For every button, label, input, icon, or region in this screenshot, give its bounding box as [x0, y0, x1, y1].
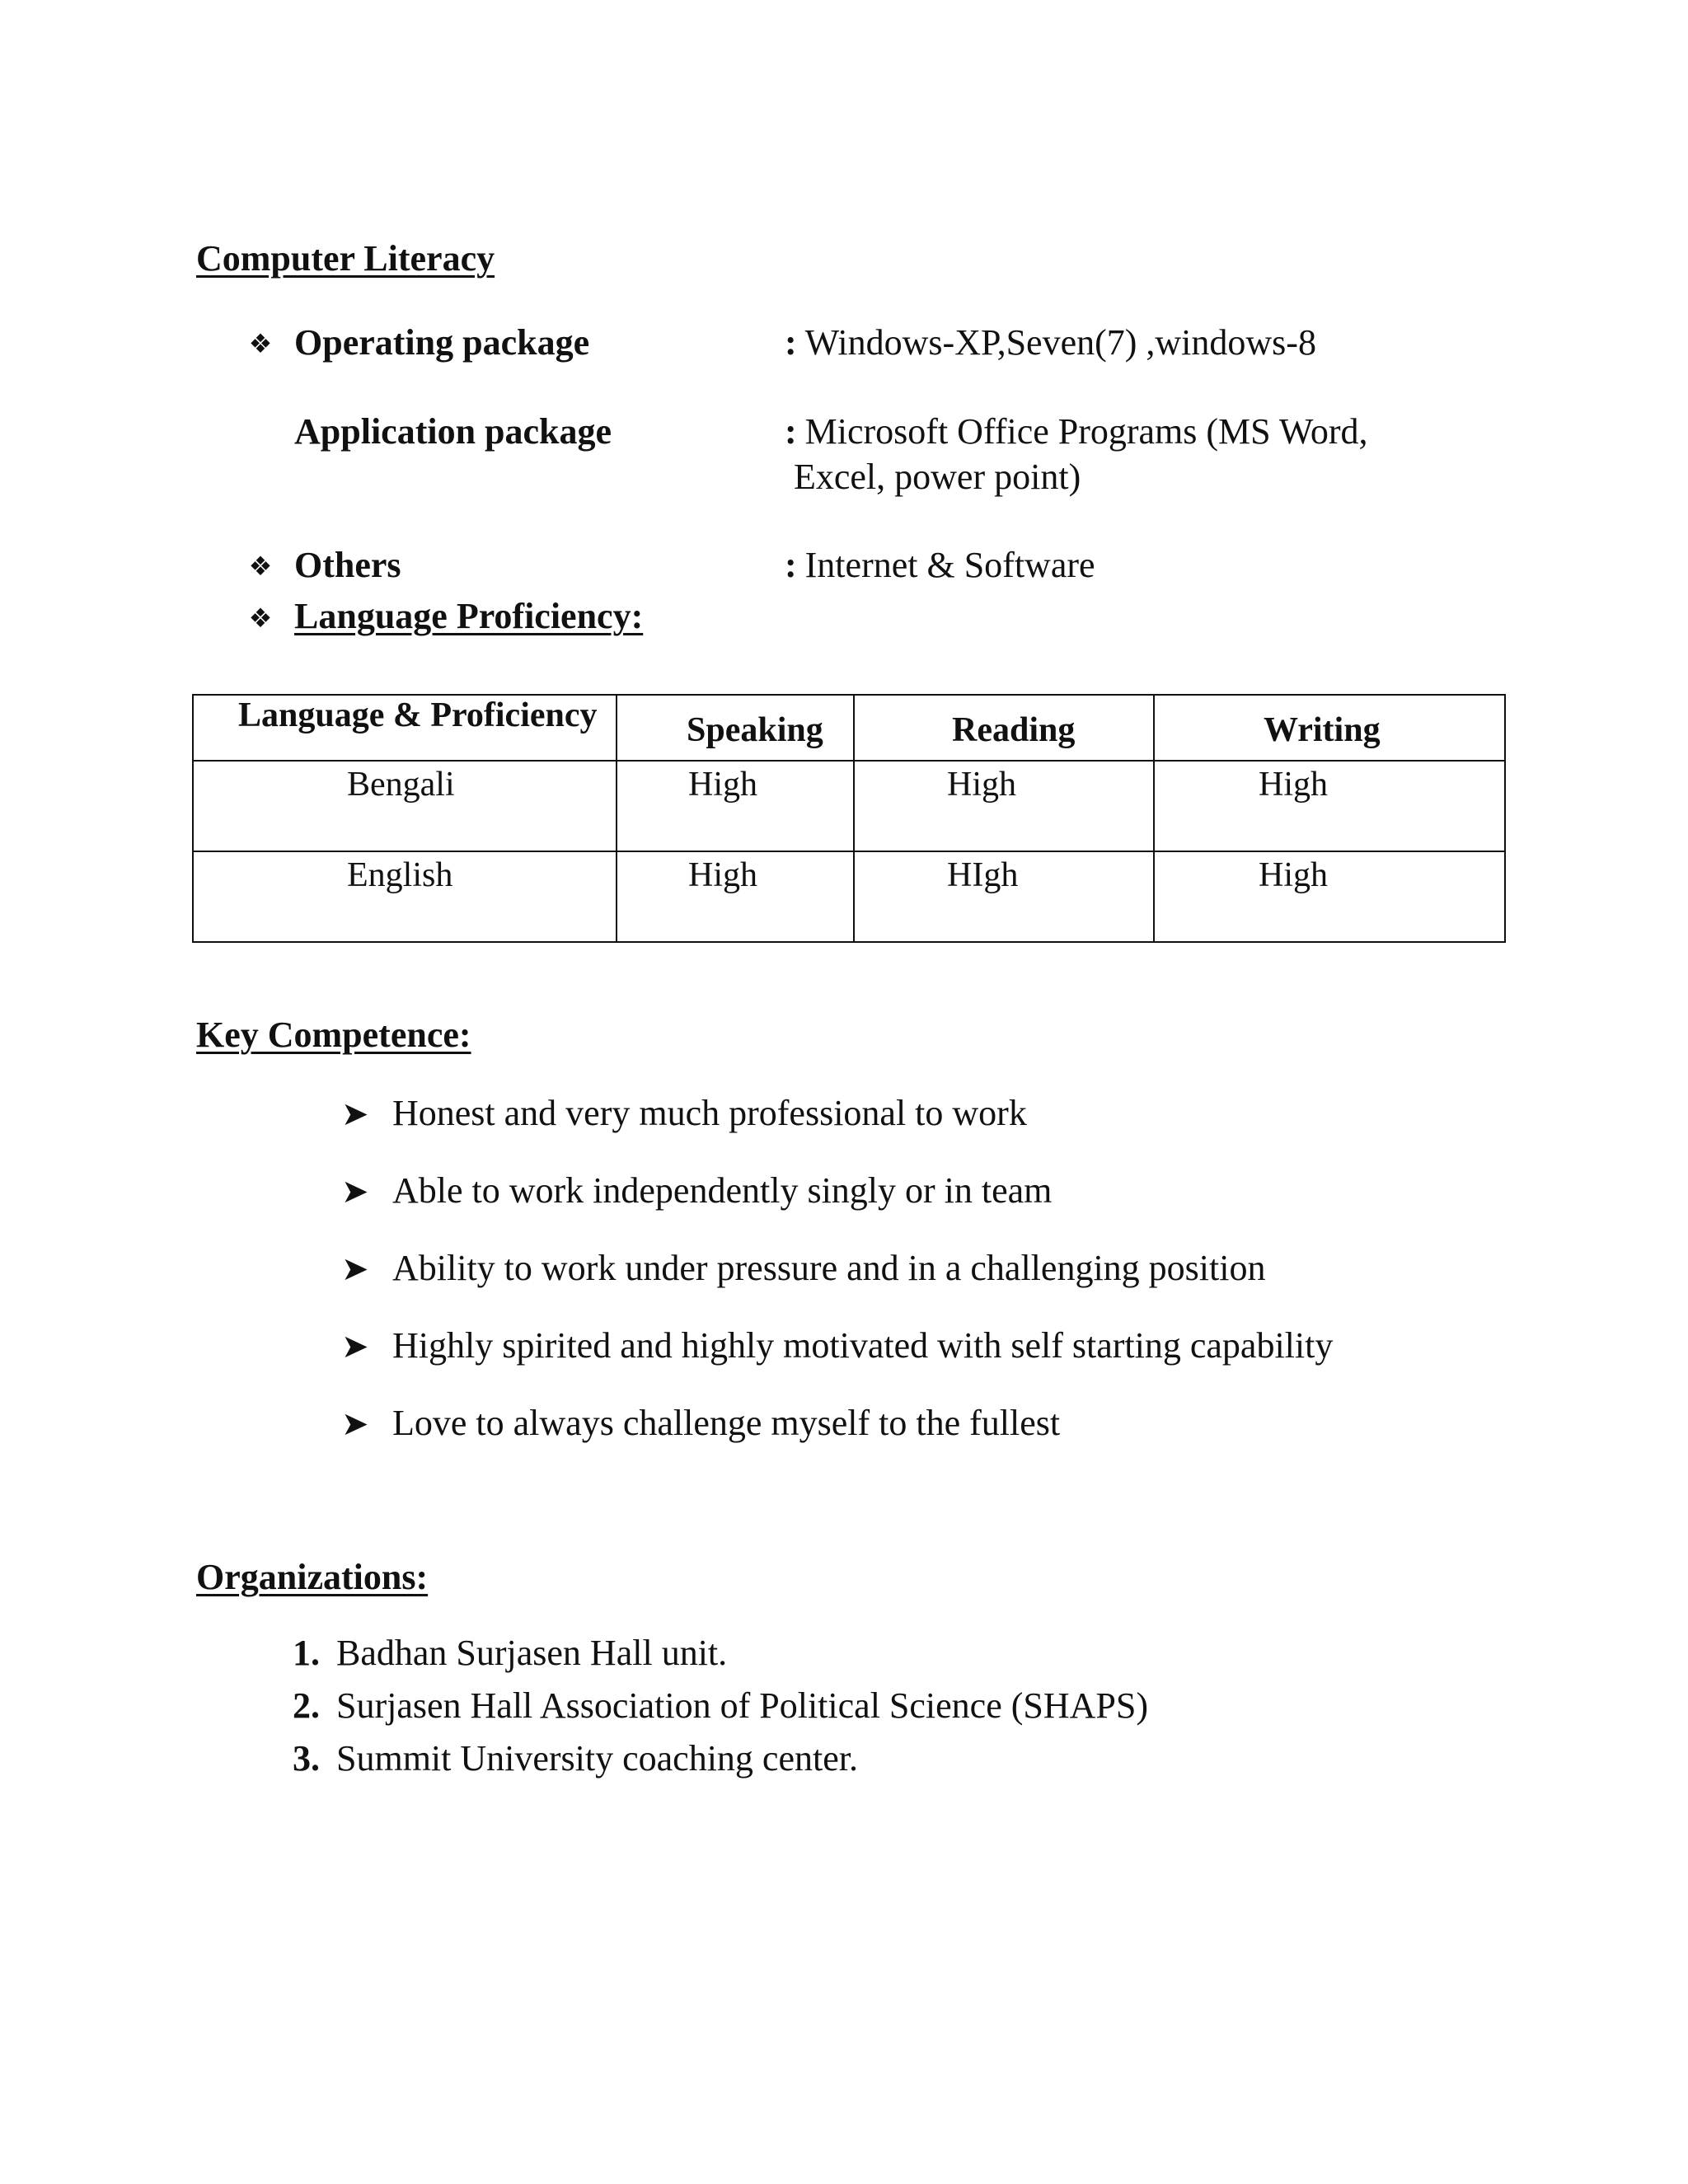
language-name: English	[347, 856, 453, 894]
table-row	[193, 851, 1505, 942]
colon: :	[785, 545, 797, 585]
application-package-value	[785, 410, 1368, 452]
colon: :	[785, 411, 797, 452]
organizations-heading: Organizations:	[196, 1557, 429, 1597]
operating-package-value	[785, 321, 1316, 363]
reading-level: High	[947, 766, 1016, 804]
list-item: Surjasen Hall Association of Political Science (SHAPS)	[336, 1685, 1148, 1726]
application-package-text-line2: Excel, power point)	[794, 457, 1081, 497]
writing-level: High	[1259, 856, 1328, 894]
table-cell	[617, 761, 854, 851]
diamond-bullet-icon: ❖	[248, 551, 273, 581]
colon: :	[785, 322, 797, 363]
speaking-level: High	[688, 856, 757, 894]
list-number: 2.	[293, 1685, 320, 1726]
arrow-bullet-icon: ➤	[341, 1328, 369, 1365]
table-row	[193, 761, 1505, 851]
table-header-cell: Writing	[1154, 695, 1505, 761]
list-item: Able to work independently singly or in team	[392, 1170, 1053, 1211]
arrow-bullet-icon: ➤	[341, 1250, 369, 1287]
writing-level: High	[1259, 766, 1328, 804]
list-item: Badhan Surjasen Hall unit.	[336, 1633, 728, 1673]
arrow-bullet-icon: ➤	[341, 1095, 369, 1132]
list-number: 1.	[293, 1633, 320, 1673]
language-proficiency-table	[192, 694, 1506, 943]
table-cell	[1154, 761, 1505, 851]
arrow-bullet-icon: ➤	[341, 1173, 369, 1210]
list-item: Summit University coaching center.	[336, 1738, 858, 1779]
table-cell	[854, 761, 1154, 851]
table-header-cell: Reading	[854, 695, 1154, 761]
list-number: 3.	[293, 1738, 320, 1779]
arrow-bullet-icon: ➤	[341, 1405, 369, 1442]
reading-level: HIgh	[947, 856, 1019, 894]
computer-literacy-heading: Computer Literacy	[196, 238, 495, 279]
list-item: Honest and very much professional to work	[392, 1093, 1027, 1133]
application-package-label: Application package	[294, 411, 612, 452]
table-header-cell: Language & Proficiency	[193, 695, 617, 761]
table-cell	[617, 851, 854, 942]
list-item: Highly spirited and highly motivated with self starting capability	[392, 1325, 1334, 1366]
table-cell	[854, 851, 1154, 942]
speaking-level: High	[688, 766, 757, 804]
table-cell	[193, 761, 617, 851]
key-competence-heading: Key Competence:	[196, 1015, 471, 1055]
table-header-row	[193, 695, 1505, 761]
operating-package-text: Windows-XP,Seven(7) ,windows-8	[804, 322, 1316, 363]
others-text: Internet & Software	[804, 545, 1095, 585]
application-package-text-line1: Microsoft Office Programs (MS Word,	[804, 411, 1368, 452]
diamond-bullet-icon: ❖	[248, 329, 273, 359]
diamond-bullet-icon: ❖	[248, 603, 273, 633]
language-name: Bengali	[347, 766, 455, 804]
table-header-cell: Speaking	[617, 695, 854, 761]
table-cell	[193, 851, 617, 942]
table-cell	[1154, 851, 1505, 942]
list-item: Love to always challenge myself to the fullest	[392, 1403, 1061, 1443]
language-proficiency-heading: Language Proficiency:	[294, 596, 644, 636]
others-value	[785, 544, 1095, 586]
operating-package-label: Operating package	[294, 322, 590, 363]
others-label: Others	[294, 545, 401, 585]
list-item: Ability to work under pressure and in a challenging position	[392, 1248, 1266, 1288]
